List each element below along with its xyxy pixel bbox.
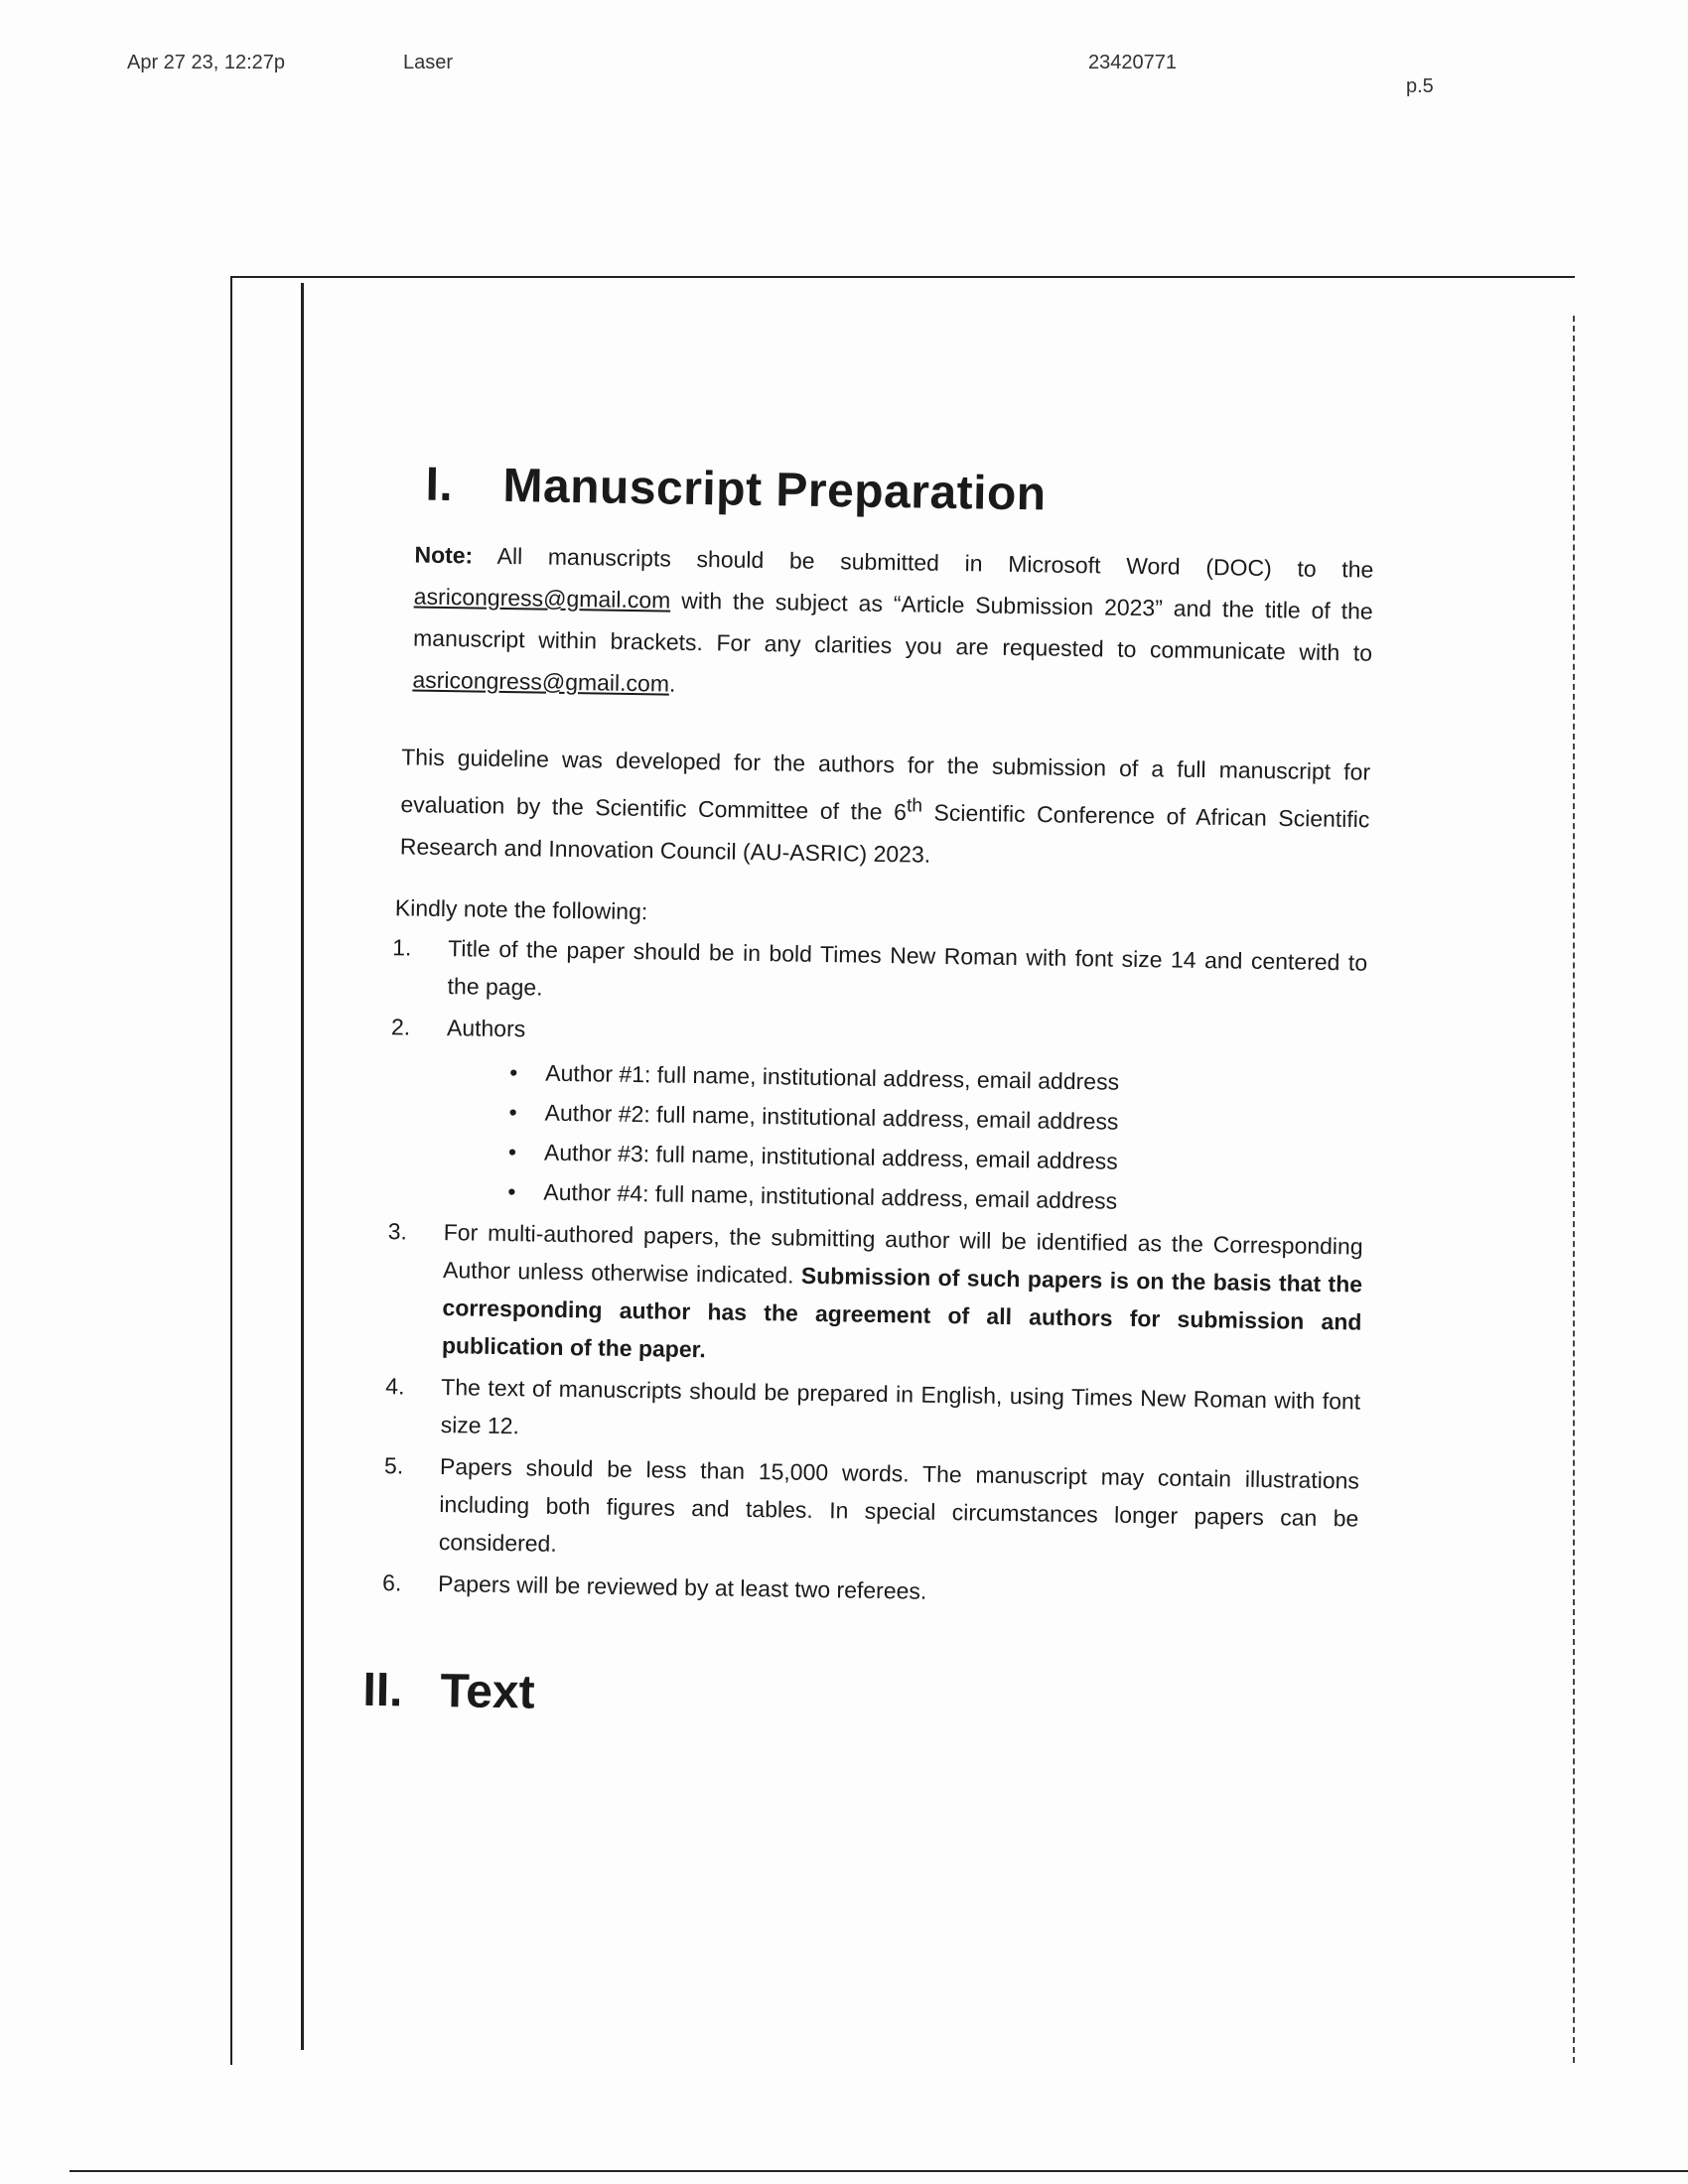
bottom-rule xyxy=(70,2170,1688,2172)
list-item xyxy=(383,1446,1360,1574)
guideline-text: Scientific Conference of African Scientific Research and Innovation Council (AU-ASRIC) 2023. xyxy=(399,799,1370,868)
item-number: 6. xyxy=(381,1569,402,1596)
item-text: For multi-authored papers, the submitting author will be identified as the Corresponding Author unless otherwise indicated. xyxy=(442,1218,1363,1289)
author-item: • Author #4: full name, institutional address, email address xyxy=(543,1172,1363,1223)
guideline-text: This guideline was developed for the authors for the submission of a full manuscript for evaluation by the Scientific Committee of the 6 xyxy=(400,744,1371,825)
section-number: II. xyxy=(362,1663,403,1717)
section-title: Manuscript Preparation xyxy=(502,459,1048,521)
note-text: . xyxy=(668,670,676,697)
item-number: 1. xyxy=(392,933,412,961)
margin-rule xyxy=(301,283,304,2050)
note-text: All manuscripts should be submitted in Microsoft Word (DOC) to the xyxy=(473,542,1374,583)
note-label: Note: xyxy=(414,541,474,569)
list-item xyxy=(388,1008,1366,1223)
author-item: • Author #1: full name, institutional address, email address xyxy=(545,1053,1365,1104)
list-item xyxy=(391,928,1367,1019)
email-link[interactable]: asricongress@gmail.com xyxy=(412,666,670,697)
item-number: 5. xyxy=(383,1451,404,1479)
item-text: Papers will be reviewed by at least two referees. xyxy=(437,1570,927,1604)
requirements-list xyxy=(382,928,1368,1616)
item-text: Papers should be less than 15,000 words. The manuscript may contain illustrations including both figures and tables. In special circumstances longer papers can be considered. xyxy=(438,1452,1360,1557)
ordinal-suffix: th xyxy=(906,795,923,817)
list-intro: Kindly note the following: xyxy=(394,893,648,924)
author-item: • Author #3: full name, institutional address, email address xyxy=(544,1133,1364,1183)
item-bold-text: Submission of such papers is on the basis that the corresponding author has the agreement of all authors for submission and publication of the paper. xyxy=(441,1262,1363,1362)
item-text: The text of manuscripts should be prepared in English, using Times New Roman with font size 12. xyxy=(440,1373,1361,1438)
item-number: 2. xyxy=(390,1013,411,1040)
fax-device: Laser xyxy=(403,52,454,73)
item-number: 4. xyxy=(385,1372,405,1400)
item-text: Title of the paper should be in bold Times New Roman with font size 14 and centered to the page. xyxy=(447,934,1368,1001)
list-item xyxy=(386,1212,1363,1378)
item-text: Authors xyxy=(446,1014,526,1041)
section-title: Text xyxy=(440,1664,536,1719)
list-item xyxy=(384,1367,1360,1457)
document-body xyxy=(362,457,1375,1732)
note-text: with the subject as “Article Submission 2023” and the title of the manuscript within brackets. For any clarities you are requested to communicate with to xyxy=(412,587,1373,666)
fax-page: p.5 xyxy=(1406,75,1434,97)
section-number: I. xyxy=(425,458,454,512)
authors-list xyxy=(444,1052,1365,1224)
note-paragraph xyxy=(412,534,1374,716)
author-item: • Author #2: full name, institutional address, email address xyxy=(544,1093,1364,1144)
right-rule xyxy=(1573,316,1577,2063)
fax-date: Apr 27 23, 12:27p xyxy=(127,52,286,73)
item-number: 3. xyxy=(387,1217,408,1245)
fax-number: 23420771 xyxy=(1088,52,1177,73)
fax-header xyxy=(0,52,1688,101)
guideline-paragraph xyxy=(400,736,1371,882)
email-link[interactable]: asricongress@gmail.com xyxy=(413,583,671,614)
